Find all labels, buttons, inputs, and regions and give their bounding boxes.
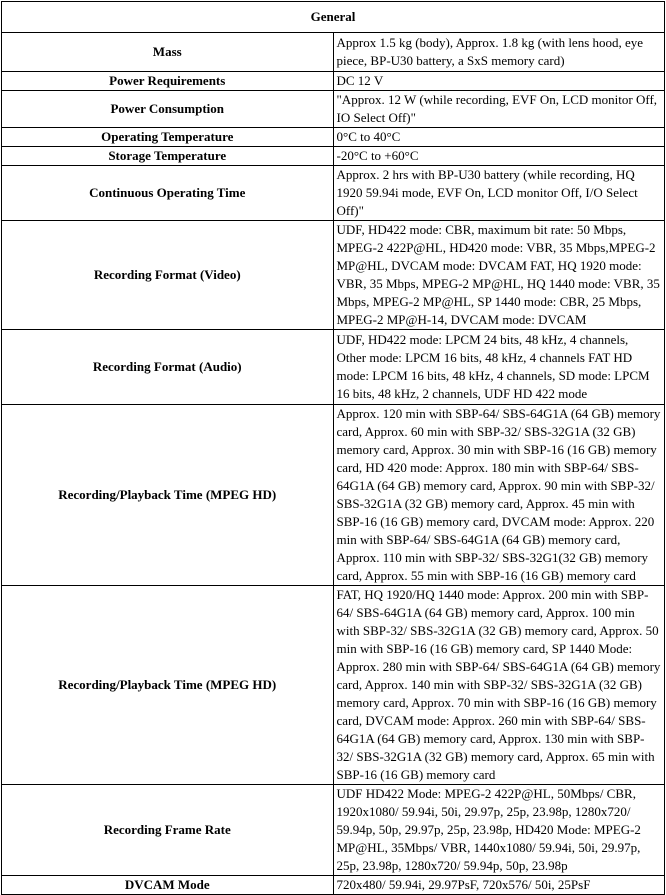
row-value-recording-frame-rate: UDF HD422 Mode: MPEG-2 422P@HL, 50Mbps/ CBR, 1920x1080/ 59.94i, 50i, 29.97p, 25p, 23.98p, 1280x720/ 59.94p, 50p, 29.97p, 25p, 23.98p, HD420 Mode: MPEG-2 MP@HL, 35Mbps/ VBR, 1440x1080/ 59.94i, 50i, 29.97p, 25p, 23.98p, 1280x720/ 59.94p, 50p, 23.98p [333, 785, 665, 876]
row-label-storage-temperature: Storage Temperature [2, 147, 334, 166]
table-row [2, 72, 665, 91]
table-row [2, 91, 665, 128]
row-value-operating-temperature: 0°C to 40°C [333, 128, 665, 147]
row-value-recording-format-audio: UDF, HD422 mode: LPCM 24 bits, 48 kHz, 4 channels, Other mode: LPCM 16 bits, 48 kHz, 4 channels FAT HD mode: LPCM 16 bits, 48 kHz, 4 channels, SD mode: LPCM 16 bits, 48 kHz, 2 channels, UDF HD 422 mode [333, 330, 665, 405]
row-value-mass: Approx 1.5 kg (body), Approx. 1.8 kg (with lens hood, eye piece, BP-U30 battery, a SxS memory card) [333, 33, 665, 72]
row-label-recording-frame-rate: Recording Frame Rate [2, 785, 334, 876]
row-label-recording-playback-time-fat: Recording/Playback Time (MPEG HD) [2, 586, 334, 785]
spec-table [1, 1, 665, 895]
row-value-recording-playback-time-fat: FAT, HQ 1920/HQ 1440 mode: Approx. 200 min with SBP-64/ SBS-64G1A (64 GB) memory card, Approx. 100 min with SBP-32/ SBS-32G1A (32 GB) memory card, Approx. 50 min with SBP-16 (16 GB) memory card, SP 1440 Mode: Approx. 280 min with SBP-64/ SBS-64G1A (64 GB) memory card, Approx. 140 min with SBP-32/ SBS-32G1A (32 GB) memory card, Approx. 70 min with SBP-16 (16 GB) memory card, DVCAM mode: Approx. 260 min with SBP-64/ SBS-64G1A (64 GB) memory card, Approx. 130 min with SBP-32/ SBS-32G1A (32 GB) memory card, Approx. 65 min with SBP-16 (16 GB) memory card [333, 586, 665, 785]
table-row [2, 166, 665, 221]
row-value-dvcam-mode: 720x480/ 59.94i, 29.97PsF, 720x576/ 50i, 25PsF [333, 876, 665, 895]
spec-sheet [0, 1, 666, 892]
row-value-power-consumption: "Approx. 12 W (while recording, EVF On, LCD monitor Off, IO Select Off)" [333, 91, 665, 128]
table-row [2, 785, 665, 876]
row-label-recording-format-video: Recording Format (Video) [2, 221, 334, 330]
row-label-power-consumption: Power Consumption [2, 91, 334, 128]
table-row [2, 221, 665, 330]
row-value-power-requirements: DC 12 V [333, 72, 665, 91]
row-label-continuous-operating-time: Continuous Operating Time [2, 166, 334, 221]
row-label-dvcam-mode: DVCAM Mode [2, 876, 334, 895]
row-value-continuous-operating-time: Approx. 2 hrs with BP-U30 battery (while recording, HQ 1920 59.94i mode, EVF On, LCD monitor Off, I/O Select Off)" [333, 166, 665, 221]
table-row [2, 586, 665, 785]
table-row [2, 405, 665, 586]
table-row [2, 876, 665, 895]
table-title: General [2, 2, 665, 33]
row-label-recording-playback-time-udf: Recording/Playback Time (MPEG HD) [2, 405, 334, 586]
row-label-recording-format-audio: Recording Format (Audio) [2, 330, 334, 405]
table-row [2, 330, 665, 405]
table-row [2, 147, 665, 166]
table-row [2, 33, 665, 72]
table-title-row [2, 2, 665, 33]
row-value-recording-playback-time-udf: Approx. 120 min with SBP-64/ SBS-64G1A (64 GB) memory card, Approx. 60 min with SBP-32/ SBS-32G1A (32 GB) memory card, Approx. 30 min with SBP-16 (16 GB) memory card, HD 420 mode: Approx. 180 min with SBP-64/ SBS-64G1A (64 GB) memory card, Approx. 90 min with SBP-32/ SBS-32G1A (32 GB) memory card, Approx. 45 min with SBP-16 (16 GB) memory card, DVCAM mode: Approx. 220 min with SBP-64/ SBS-64G1A (64 GB) memory card, Approx. 110 min with SBP-32/ SBS-32G1(32 GB) memory card, Approx. 55 min with SBP-16 (16 GB) memory card [333, 405, 665, 586]
row-value-storage-temperature: -20°C to +60°C [333, 147, 665, 166]
table-row [2, 128, 665, 147]
row-label-operating-temperature: Operating Temperature [2, 128, 334, 147]
row-value-recording-format-video: UDF, HD422 mode: CBR, maximum bit rate: 50 Mbps, MPEG-2 422P@HL, HD420 mode: VBR, 35 Mbps,MPEG-2 MP@HL, DVCAM mode: DVCAM FAT, HQ 1920 mode: VBR, 35 Mbps, MPEG-2 MP@HL, HQ 1440 mode: VBR, 35 Mbps, MPEG-2 MP@HL, SP 1440 mode: CBR, 25 Mbps, MPEG-2 MP@H-14, DVCAM mode: DVCAM [333, 221, 665, 330]
row-label-power-requirements: Power Requirements [2, 72, 334, 91]
row-label-mass: Mass [2, 33, 334, 72]
